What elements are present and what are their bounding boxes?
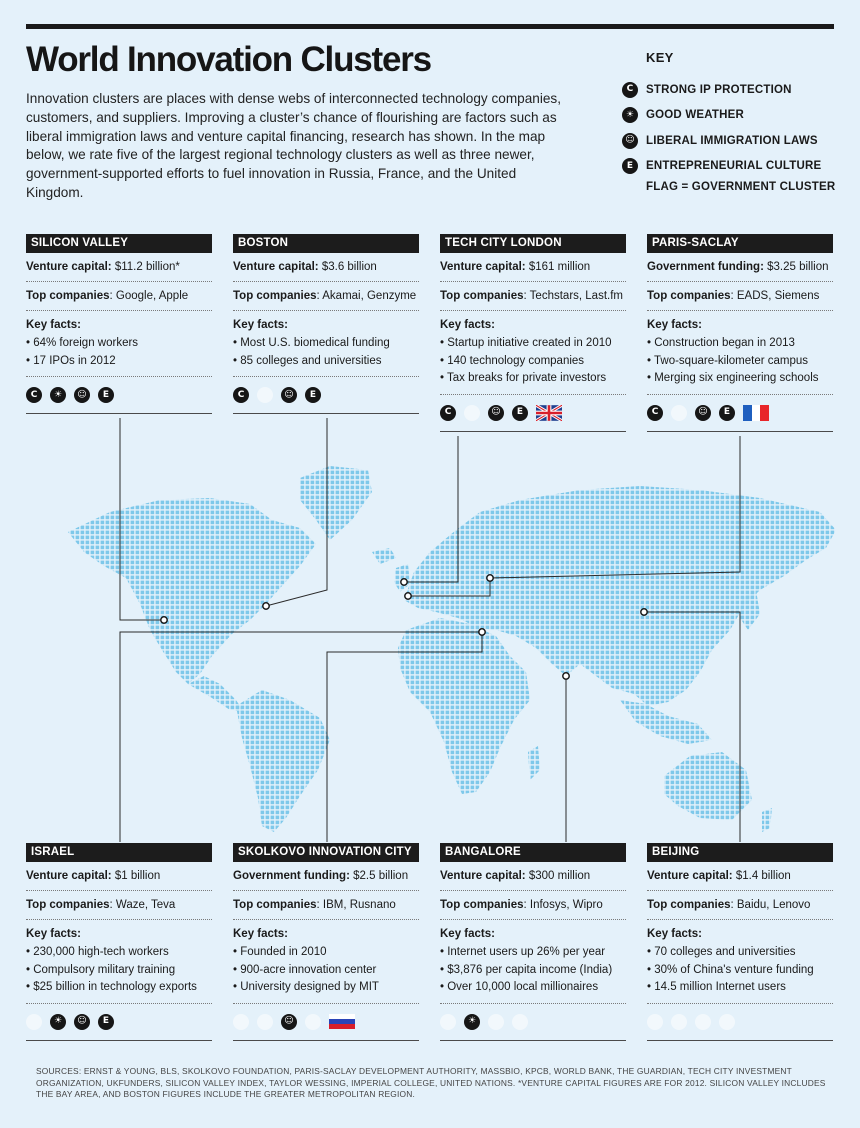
marker-london [401,579,407,585]
copyright-icon: C [647,1014,663,1030]
card-boston [233,234,419,414]
cluster-name: BOSTON [233,234,419,253]
funding-label: Venture capital: [440,261,526,273]
key-facts-colon: : [491,319,495,331]
line-london [404,436,458,582]
marker-bangalore [563,673,569,679]
key-facts-label: Key facts [26,928,78,940]
key-fact-item: • 64% foreign workers [26,337,139,349]
key-facts-list [440,944,626,997]
marker-skolkovo [487,575,493,581]
companies-value: : Baidu, Lenovo [730,899,811,911]
key-facts-heading [440,319,626,331]
funding-label: Government funding: [647,261,764,273]
e-icon: E [98,1014,114,1030]
cluster-name: ISRAEL [26,843,212,862]
key-facts [440,920,626,1004]
key-fact-item: • Startup initiative created in 2010 [440,337,612,349]
copyright-icon: C [26,1014,42,1030]
key-label-entrepreneurial: ENTREPRENEURIAL CULTURE [646,160,822,173]
sun-icon: ☀ [50,387,66,403]
companies-row [647,282,833,311]
key-facts-colon: : [491,928,495,940]
companies-value: : Techstars, Last.fm [523,290,623,302]
key-facts-colon: : [284,928,288,940]
key-facts-label: Key facts [647,928,699,940]
key-facts-label: Key facts [26,319,78,331]
smiley-icon: ☺ [74,387,90,403]
companies-value: : EADS, Siemens [730,290,820,302]
marker-boston [263,603,269,609]
key-fact-item: • $3,876 per capita income (India) [440,963,613,976]
rating-icons [647,395,833,432]
key-fact-item: • 14.5 million Internet users [647,981,786,993]
companies-label: Top companies [647,899,731,911]
smiley-icon: ☺ [488,1014,504,1030]
key-facts-heading [26,319,212,331]
key-facts-label: Key facts [440,319,492,331]
funding-row [440,862,626,891]
key-fact-item: • 30% of China's venture funding [647,963,814,976]
key-flag-note: FLAG = GOVERNMENT CLUSTER [646,181,836,193]
copyright-icon: C [233,387,249,403]
key-fact-item: • Merging six engineering schools [647,372,819,384]
funding-label: Venture capital: [233,261,319,273]
key-facts [233,311,419,377]
smiley-icon: ☺ [281,1014,297,1030]
funding-label: Venture capital: [647,870,733,882]
sun-icon: ☀ [50,1014,66,1030]
sun-icon: ☀ [671,1014,687,1030]
cluster-name: SILICON VALLEY [26,234,212,253]
key-facts-colon: : [77,319,81,331]
key-fact-item: • $25 billion in technology exports [26,981,197,993]
companies-row [26,891,212,920]
card-silicon-valley [26,234,212,414]
key-fact-item: • 85 colleges and universities [233,354,382,367]
line-beijing [644,612,740,842]
key-facts-heading [233,319,419,331]
e-icon: E [512,1014,528,1030]
cluster-name: PARIS-SACLAY [647,234,833,253]
rating-icons [440,395,626,432]
key-fact-item: • Over 10,000 local millionaires [440,981,599,993]
key-label-weather: GOOD WEATHER [646,109,745,122]
funding-value: $1 billion [111,870,161,882]
funding-row [26,253,212,282]
key-facts [647,311,833,395]
funding-label: Venture capital: [26,870,112,882]
line-skolkovo [327,632,482,842]
funding-value: $3.25 billion [763,261,829,273]
key-label-ip: STRONG IP PROTECTION [646,83,792,96]
companies-row [440,891,626,920]
key-fact-item: • 140 technology companies [440,354,585,367]
marker-israel [479,629,485,635]
card-skolkovo-innovation-city [233,843,419,1041]
key-facts-label: Key facts [233,319,285,331]
key-facts [26,920,212,1004]
copyright-icon: C [440,405,456,421]
e-icon: E [512,405,528,421]
line-boston [266,418,327,606]
key-fact-item: • Founded in 2010 [233,946,327,958]
companies-label: Top companies [440,290,524,302]
companies-label: Top companies [647,290,731,302]
key-facts-colon: : [77,928,81,940]
line-silicon-valley [120,418,164,620]
rating-icons [440,1004,626,1041]
rating-icons [233,377,419,414]
key-facts [233,920,419,1004]
cluster-name: SKOLKOVO INNOVATION CITY [233,843,419,862]
sun-icon: ☀ [464,1014,480,1030]
key-facts-label: Key facts [440,928,492,940]
cluster-name: TECH CITY LONDON [440,234,626,253]
key-fact-item: • 230,000 high-tech workers [26,946,169,958]
sun-icon: ☀ [671,405,687,421]
key-fact-item: • 17 IPOs in 2012 [26,354,116,367]
companies-row [233,891,419,920]
russia-flag-icon [329,1014,355,1030]
copyright-icon: C [440,1014,456,1030]
sun-icon: ☀ [622,107,638,123]
companies-row [26,282,212,311]
key-facts-heading [440,928,626,940]
funding-value: $11.2 billion* [111,261,180,273]
france-flag-icon [743,405,769,421]
marker-silicon-valley [161,617,167,623]
smiley-icon: ☺ [488,405,504,421]
cluster-name: BEIJING [647,843,833,862]
key-facts-label: Key facts [233,928,285,940]
e-icon: E [98,387,114,403]
companies-label: Top companies [26,899,110,911]
rating-icons [26,1004,212,1041]
e-icon: E [719,405,735,421]
e-icon: E [719,1014,735,1030]
key-fact-item: • Construction began in 2013 [647,337,795,349]
e-icon: E [305,387,321,403]
funding-label: Government funding: [233,870,350,882]
key-facts [647,920,833,1004]
key-facts-list [440,335,626,388]
companies-row [647,891,833,920]
smiley-icon: ☺ [695,405,711,421]
companies-label: Top companies [233,290,317,302]
key-facts-colon: : [284,319,288,331]
key-facts-heading [233,928,419,940]
key-title: KEY [646,50,674,65]
key-fact-item: • Two-square-kilometer campus [647,354,809,367]
funding-label: Venture capital: [26,261,112,273]
key-facts-list [647,944,833,997]
key-facts [440,311,626,395]
companies-row [440,282,626,311]
rating-icons [233,1004,419,1041]
funding-row [233,862,419,891]
rating-icons [647,1004,833,1041]
key-facts-colon: : [698,928,702,940]
copyright-icon: C [647,405,663,421]
funding-row [233,253,419,282]
funding-row [647,862,833,891]
key-fact-item: • 70 colleges and universities [647,946,796,958]
key-facts-colon: : [698,319,702,331]
card-paris-saclay [647,234,833,432]
card-tech-city-london [440,234,626,432]
cluster-name: BANGALORE [440,843,626,862]
funding-value: $300 million [525,870,591,882]
smiley-icon: ☺ [622,133,638,149]
funding-label: Venture capital: [440,870,526,882]
key-facts-heading [647,928,833,940]
key-fact-item: • 900-acre innovation center [233,963,377,976]
card-beijing [647,843,833,1041]
key-facts-list [233,335,419,370]
key-facts [26,311,212,377]
key-fact-item: • University designed by MIT [233,981,379,993]
companies-label: Top companies [233,899,317,911]
e-icon: E [622,158,638,174]
funding-row [647,253,833,282]
sun-icon: ☀ [257,387,273,403]
companies-value: : Waze, Teva [109,899,176,911]
key-label-immigration: LIBERAL IMMIGRATION LAWS [646,134,818,147]
key-facts-list [233,944,419,997]
uk-flag-icon [536,405,562,421]
funding-value: $2.5 billion [349,870,409,882]
companies-value: : Infosys, Wipro [523,899,603,911]
copyright-icon: C [26,387,42,403]
card-bangalore [440,843,626,1041]
funding-value: $1.4 billion [732,870,791,882]
key-fact-item: • Compulsory military training [26,963,176,976]
companies-row [233,282,419,311]
sources-note: SOURCES: ERNST & YOUNG, BLS, SKOLKOVO FOUNDATION, PARIS-SACLAY DEVELOPMENT AUTHORITY, MASSBIO, KPCB, WORLD BANK, THE GUARDIAN, TECH CITY INVESTMENT ORGANIZATION, UKFUNDERS, SILICON VALLEY INDEX, TAYLOR WESSING, IMPERIAL COLLEGE, UNITED NATIONS. *VENTURE CAPITAL FIGURES ARE FOR 2012. SILICON VALLEY INCLUDES THE BAY AREA, AND BOSTON FIGURES INCLUDE THE GREATER METROPOLITAN REGION. [36,1066,826,1100]
line-israel [120,632,482,842]
key-facts-list [647,335,833,388]
key-fact-item: • Tax breaks for private investors [440,372,607,384]
companies-label: Top companies [440,899,524,911]
key-facts-list [26,335,212,370]
page-title: World Innovation Clusters [26,40,431,79]
intro-paragraph: Innovation clusters are places with dense webs of interconnected technology companies, customers, and suppliers. Improving a cluster’s chance of flourishing are factors such as liberal immigration laws and venture capital financing, research has shown. In the map below, we rate five of the largest regional technology clusters as well as three newer, government-supported efforts to fuel innovation in Russia, France, and the United Kingdom. [26,91,562,200]
key-facts-label: Key facts [647,319,699,331]
companies-value: : Google, Apple [109,290,189,302]
rating-icons [26,377,212,414]
marker-beijing [641,609,647,615]
funding-value: $3.6 billion [318,261,377,273]
sun-icon: ☀ [257,1014,273,1030]
smiley-icon: ☺ [695,1014,711,1030]
companies-value: : Akamai, Genzyme [316,290,417,302]
e-icon: E [305,1014,321,1030]
key-fact-item: • Most U.S. biomedical funding [233,337,390,349]
copyright-icon: C [622,82,638,98]
key-fact-item: • Internet users up 26% per year [440,946,606,958]
smiley-icon: ☺ [281,387,297,403]
sun-icon: ☀ [464,405,480,421]
smiley-icon: ☺ [74,1014,90,1030]
key-facts-heading [647,319,833,331]
card-israel [26,843,212,1041]
funding-row [26,862,212,891]
copyright-icon: C [233,1014,249,1030]
funding-row [440,253,626,282]
companies-value: : IBM, Rusnano [316,899,396,911]
key-facts-heading [26,928,212,940]
companies-label: Top companies [26,290,110,302]
key-facts-list [26,944,212,997]
funding-value: $161 million [525,261,591,273]
marker-paris [405,593,411,599]
